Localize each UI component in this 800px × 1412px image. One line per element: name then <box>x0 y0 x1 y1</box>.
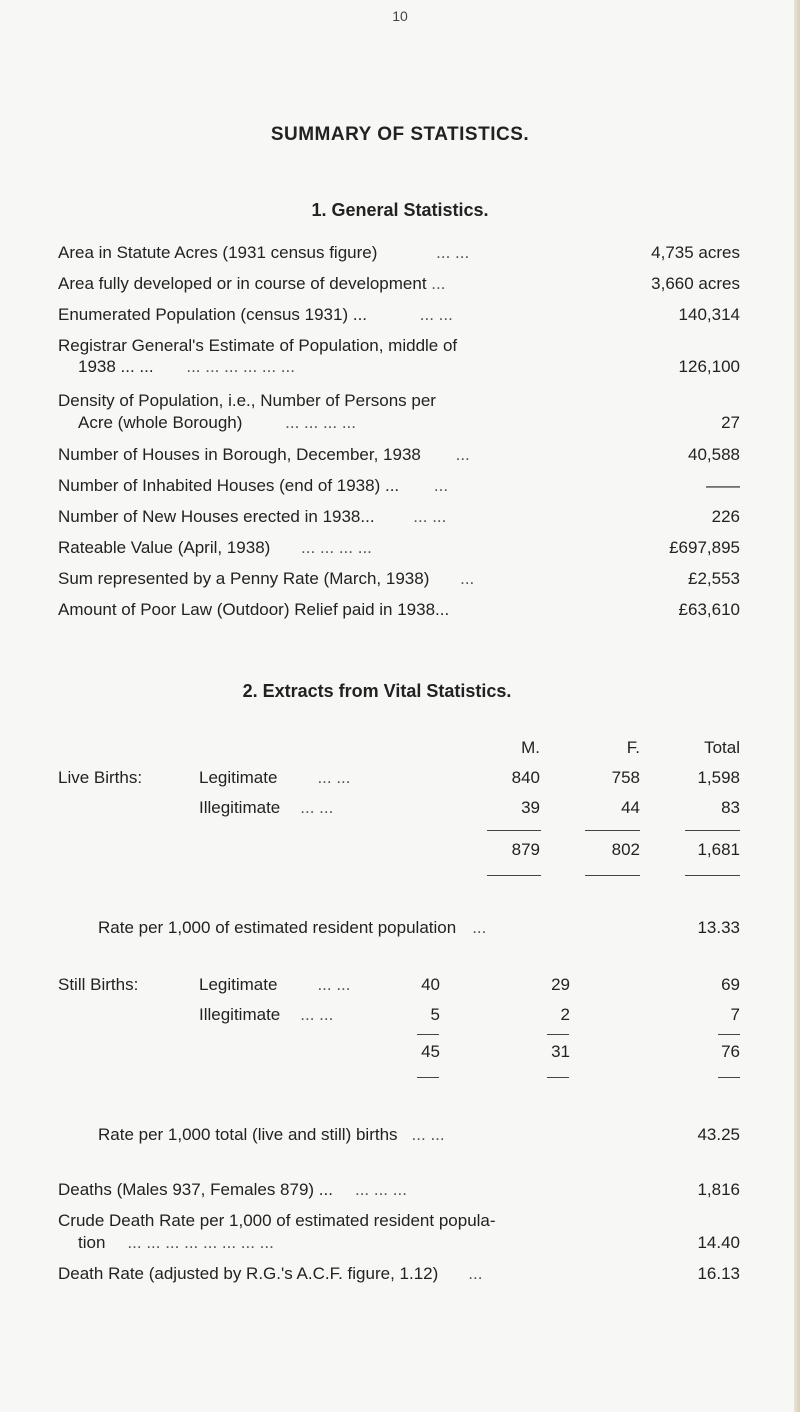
live-total-males: 879 <box>511 840 540 859</box>
sum-rule <box>417 1034 439 1035</box>
leader-dots: ... <box>460 569 475 588</box>
still-rate-value: 43.25 <box>697 1125 740 1144</box>
still-total-females: 31 <box>551 1042 570 1061</box>
leader-dots: ... ... <box>300 1005 334 1024</box>
stat-value: 27 <box>721 413 740 432</box>
leader-dots: ... ... <box>411 1125 445 1144</box>
stat-value: 226 <box>711 507 740 526</box>
stat-label: Area fully developed or in course of development <box>58 274 427 293</box>
stat-label-cont: 1938 ... ... <box>78 357 154 376</box>
still-illegit-total: 7 <box>730 1005 740 1024</box>
leader-dots: ... <box>455 445 470 464</box>
live-total-total: 1,681 <box>697 840 740 859</box>
sum-rule <box>718 1077 740 1078</box>
live-illegit-males: 39 <box>521 798 540 817</box>
live-rate-value: 13.33 <box>697 918 740 937</box>
live-legitimate-label: Legitimate ... ... <box>199 768 351 787</box>
still-legit-males: 40 <box>421 975 440 994</box>
stat-value: 4,735 acres <box>651 243 740 262</box>
stat-label: Enumerated Population (census 1931) ... <box>58 305 368 324</box>
stat-label: Sum represented by a Penny Rate (March, 1938) <box>58 569 430 588</box>
leader-dots: ... ... ... ... ... ... ... ... <box>127 1233 274 1252</box>
leader-dots: ... ... <box>436 243 470 262</box>
stat-value: —— <box>706 476 740 495</box>
leader-dots: ... ... ... ... <box>301 538 372 557</box>
crude-death-rate-value: 14.40 <box>697 1233 740 1252</box>
leader-dots: ... ... ... ... ... ... <box>186 357 295 376</box>
vital-statistics-heading: 2. Extracts from Vital Statistics. <box>242 681 512 701</box>
adjusted-death-rate-value: 16.13 <box>697 1264 740 1283</box>
leader-dots: ... ... ... <box>354 1180 407 1199</box>
stat-value: 140,314 <box>678 305 740 324</box>
stat-value: 40,588 <box>688 445 740 464</box>
stat-value: £697,895 <box>669 538 740 557</box>
stat-label: Density of Population, i.e., Number of Persons per <box>58 391 436 410</box>
leader-dots: ... ... <box>419 305 453 324</box>
sum-rule <box>547 1077 569 1078</box>
still-total-males: 45 <box>421 1042 440 1061</box>
crude-death-rate-cont: tion ... ... ... ... ... ... ... ... <box>78 1233 274 1252</box>
still-illegit-females: 2 <box>560 1005 570 1024</box>
still-legit-females: 29 <box>551 975 570 994</box>
sum-rule <box>685 875 740 876</box>
still-legit-total: 69 <box>721 975 740 994</box>
sum-rule <box>718 1034 740 1035</box>
column-header-males: M. <box>521 738 540 757</box>
still-legitimate-label: Legitimate ... ... <box>199 975 351 994</box>
stat-value: £2,553 <box>688 569 740 588</box>
live-illegitimate-label: Illegitimate ... ... <box>199 798 334 817</box>
leader-dots: ... ... <box>300 798 334 817</box>
still-illegit-males: 5 <box>430 1005 440 1024</box>
leader-dots: ... ... <box>413 507 447 526</box>
stat-label: Rateable Value (April, 1938) <box>58 538 271 557</box>
live-total-females: 802 <box>611 840 640 859</box>
stat-label: Area in Statute Acres (1931 census figure) <box>58 243 378 262</box>
stat-label: Number of Houses in Borough, December, 1938 <box>58 445 421 464</box>
sum-rule <box>685 830 740 831</box>
deaths-label: Deaths (Males 937, Females 879) ... ... ... ... <box>58 1180 407 1199</box>
sum-rule <box>585 875 640 876</box>
stat-label: Number of New Houses erected in 1938... <box>58 507 375 526</box>
leader-dots: ... <box>472 918 487 937</box>
live-legit-females: 758 <box>611 768 640 787</box>
sum-rule <box>487 875 541 876</box>
page-title: SUMMARY OF STATISTICS. <box>270 124 530 145</box>
live-legit-total: 1,598 <box>697 768 740 787</box>
live-rate-label: Rate per 1,000 of estimated resident population ... <box>98 918 487 937</box>
sum-rule <box>585 830 640 831</box>
deaths-value: 1,816 <box>697 1180 740 1199</box>
crude-death-rate-label: Crude Death Rate per 1,000 of estimated resident popula- <box>58 1211 496 1230</box>
leader-dots: ... <box>433 476 449 495</box>
still-illegitimate-label: Illegitimate ... ... <box>199 1005 334 1024</box>
stat-value: £63,610 <box>678 600 740 619</box>
stat-label: Amount of Poor Law (Outdoor) Relief paid in 1938... <box>58 600 450 619</box>
adjusted-death-rate-label: Death Rate (adjusted by R.G.'s A.C.F. figure, 1.12) ... <box>58 1264 483 1283</box>
page-number: 10 <box>392 8 408 24</box>
still-births-label: Still Births: <box>58 975 139 994</box>
sum-rule <box>547 1034 569 1035</box>
leader-dots: ... ... ... ... <box>285 413 357 432</box>
leader-dots: ... ... <box>317 768 351 787</box>
still-rate-label: Rate per 1,000 total (live and still) births ... ... <box>98 1125 445 1144</box>
stat-label-cont: Acre (whole Borough) <box>78 413 243 432</box>
stat-label: Registrar General's Estimate of Population, middle of <box>58 336 458 355</box>
stat-value: 3,660 acres <box>651 274 740 293</box>
general-statistics-heading: 1. General Statistics. <box>311 200 489 220</box>
live-legit-males: 840 <box>511 768 540 787</box>
column-header-total: Total <box>704 738 740 757</box>
live-illegit-total: 83 <box>721 798 740 817</box>
leader-dots: ... <box>431 274 446 293</box>
sum-rule <box>417 1077 439 1078</box>
stat-value: 126,100 <box>678 357 740 376</box>
leader-dots: ... ... <box>317 975 351 994</box>
stat-label: Number of Inhabited Houses (end of 1938) ... <box>58 476 400 495</box>
live-illegit-females: 44 <box>621 798 640 817</box>
sum-rule <box>487 830 541 831</box>
column-header-females: F. <box>626 738 640 757</box>
live-births-label: Live Births: <box>58 768 143 787</box>
leader-dots: ... <box>468 1264 483 1283</box>
still-total-total: 76 <box>721 1042 740 1061</box>
